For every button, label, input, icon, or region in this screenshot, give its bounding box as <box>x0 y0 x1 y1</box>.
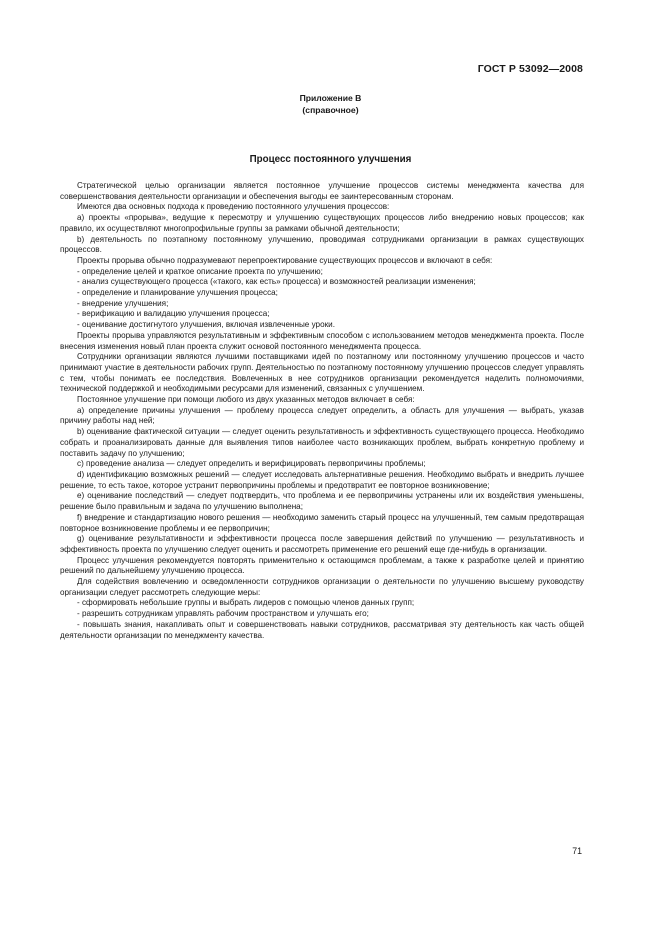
dash-item: - определение и планирование улучшения процесса; <box>77 288 278 298</box>
paragraph: Проекты прорыва обычно подразумевают перепроектирование существующих процессов и включают в себя: <box>77 255 493 265</box>
list-item: a) определение причины улучшения — проблему процесса следует определить, а область для улучшения — выбрать, указав причину работы над ней; <box>60 405 584 426</box>
dash-item: - верификацию и валидацию улучшения процесса; <box>77 309 270 319</box>
annex-heading <box>0 92 661 116</box>
section-title: Процесс постоянного улучшения <box>249 154 412 165</box>
list-item: a) проекты «прорыва», ведущие к пересмотру и улучшению существующих процессов либо внедрению новых процессов; как правило, их осуществляют многопрофильные группы за рамками обычной деятельности; <box>60 213 584 233</box>
list-item: d) идентификацию возможных решений — следует исследовать альтернативные решения. Необходимо выбрать и внедрить лучшее решение, то есть такое, которое устранит первопричины проблемы и предотвратит ее повторное возникновение; <box>60 469 584 490</box>
paragraph: Для содействия вовлечению и осведомленности сотрудников организации о деятельности по улучшению высшему руководству организации следует рассмотреть следующие меры: <box>60 577 584 597</box>
dash-item: - анализ существующего процесса («такого, как есть» процесса) и возможностей реализации изменения; <box>77 277 476 287</box>
list-item: b) оценивание фактической ситуации — следует оценить результативность и эффективность существующего процесса. Необходимо собрать и проанализировать данные для выявления типов наиболее часто возникающих проблем, выбрать конкретную проблему и поставить задачу по улучшению; <box>60 427 584 458</box>
dash-item: - сформировать небольшие группы и выбрать лидеров с помощью членов данных групп; <box>77 598 415 608</box>
list-item: g) оценивание результативности и эффективности процесса после завершения действий по улучшению — результативность и эффективность проекта по улучшению следует оценить и рассмотреть применение его решений еще где-нибудь в организации. <box>60 534 584 554</box>
list-item: b) деятельность по поэтапному постоянному улучшению, проводимая сотрудниками организации в рамках существующих процессов. <box>60 234 584 255</box>
annex-type: (справочное) <box>302 105 359 115</box>
dash-item: - оценивание достигнутого улучшения, включая извлеченные уроки. <box>77 320 335 330</box>
annex-title: Приложение В <box>299 93 362 103</box>
page-number: 71 <box>572 846 582 856</box>
dash-item: - разрешить сотрудникам управлять рабочим пространством и улучшать его; <box>77 609 369 619</box>
paragraph: Стратегической целью организации является постоянное улучшение процессов системы менеджмента качества для совершенствования деятельности организации и обеспечения выгоды ее заинтересованным сторонам. <box>60 181 584 201</box>
list-item: f) внедрение и стандартизацию нового решения — необходимо заменить старый процесс на улучшенный, тем самым предотвращая повторное возникновение проблемы и ее первопричин; <box>60 512 584 533</box>
dash-item: - повышать знания, накапливать опыт и совершенствовать навыки сотрудников, рассматривая эту деятельность как часть общей деятельности организации по менеджменту качества. <box>60 619 584 640</box>
list-item: e) оценивание последствий — следует подтвердить, что проблема и ее первопричины устранены или их воздействия уменьшены, решение было правильным и задача по улучшению выполнена; <box>60 491 584 512</box>
paragraph: Сотрудники организации являются лучшими поставщиками идей по поэтапному или постоянному улучшению процессов и часто принимают участие в деятельности рабочих групп. Деятельностью по поэтапному постоянному улучшению процессов следует управлять с тем, чтобы понимать ее последствия. Вовлеченных в нее сотрудников организации рекомендуется наделить полномочиями, технической поддержкой и необходимыми ресурсами для изменений, связанных с улучшением. <box>60 352 584 394</box>
paragraph: Имеются два основных подхода к проведению постоянного улучшения процессов: <box>77 202 390 212</box>
document-body <box>60 181 584 641</box>
document-code: ГОСТ Р 53092—2008 <box>477 63 583 75</box>
paragraph: Постоянное улучшение при помощи любого из двух указанных методов включает в себя: <box>77 395 415 405</box>
list-item: c) проведение анализа — следует определить и верифицировать первопричины проблемы; <box>77 459 426 469</box>
paragraph: Процесс улучшения рекомендуется повторять применительно к остающимся проблемам, а также к разработке целей и принятию решений по дальнейшему улучшению процесса. <box>60 555 584 576</box>
dash-item: - определение целей и краткое описание проекта по улучшению; <box>77 266 323 276</box>
paragraph: Проекты прорыва управляются результативным и эффективным способом с использованием методов менеджмента проекта. После внесения изменения новый план проекта служит основой постоянного менеджмента процесса. <box>60 330 584 351</box>
dash-item: - внедрение улучшения; <box>77 298 169 308</box>
